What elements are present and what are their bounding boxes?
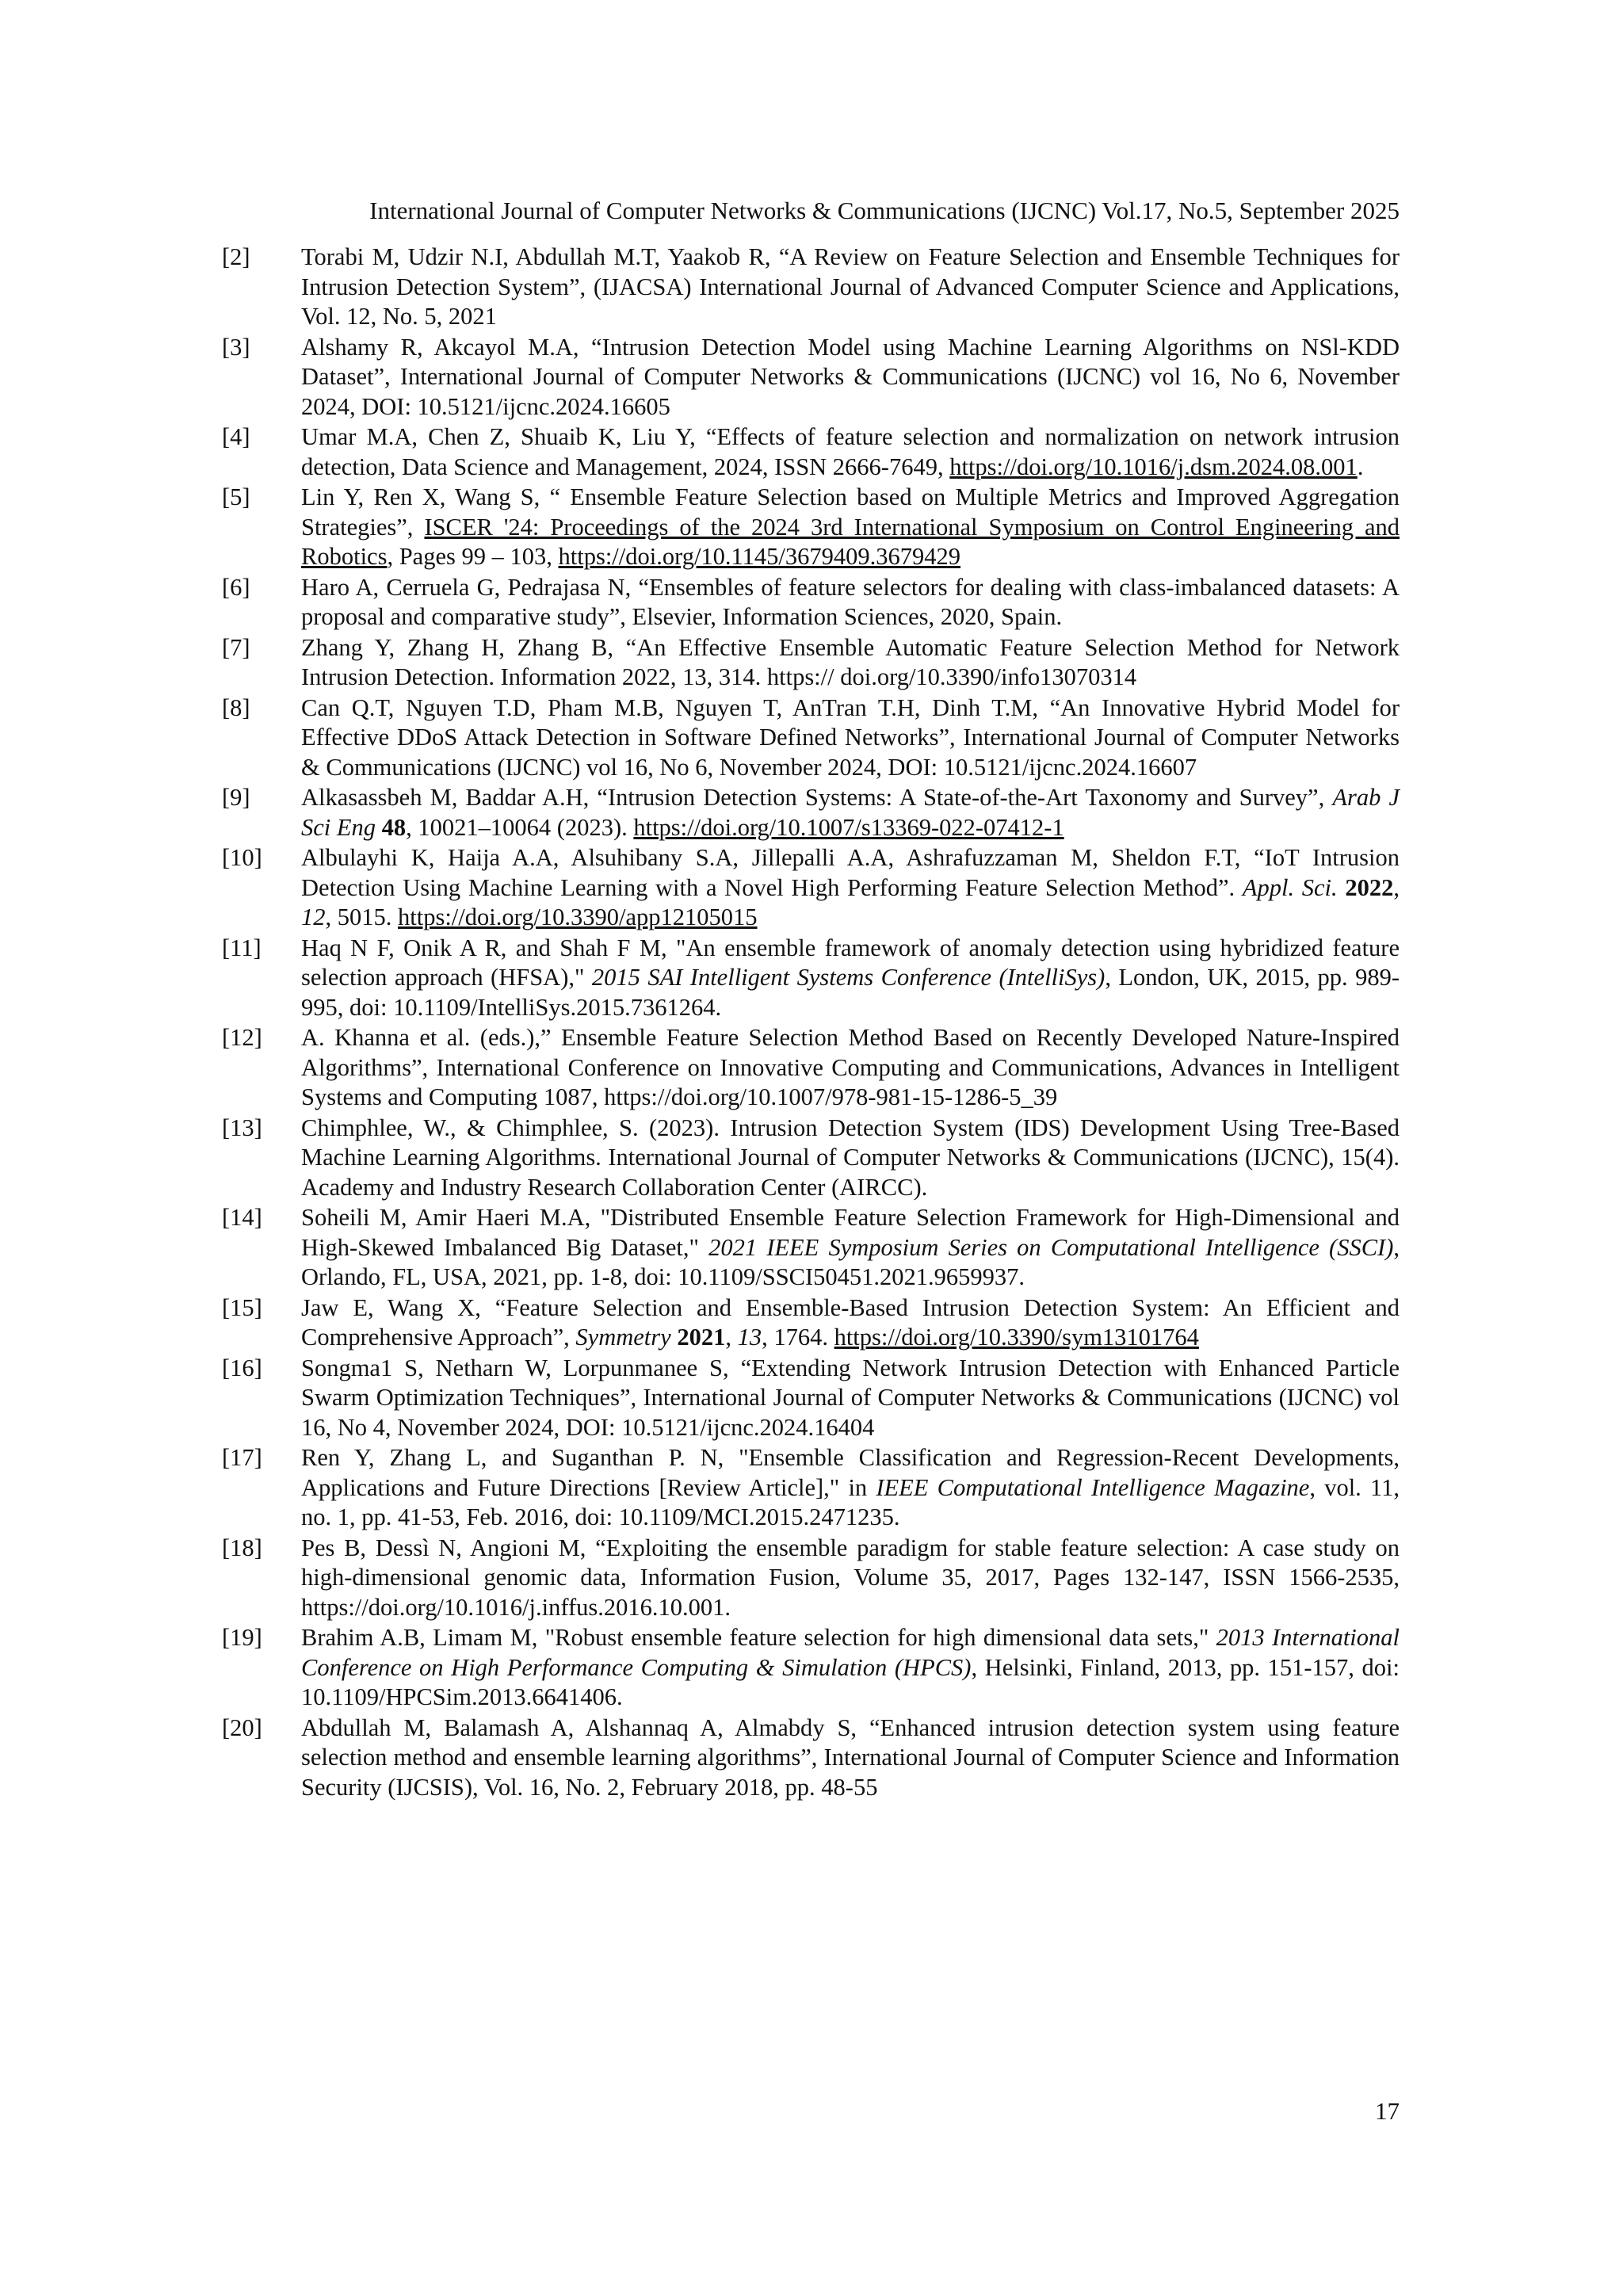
reference-text <box>301 333 1400 422</box>
reference-segment: Albulayhi K, Haija A.A, Alsuhibany S.A, Jillepalli A.A, Ashrafuzzaman M, Sheldon F.T, “IoT Intrusion Detection Using Machine Learning with a Novel High Performing Feature Selection Method”. <box>301 844 1400 901</box>
reference-number: [17] <box>222 1444 262 1471</box>
reference-number: [11] <box>222 934 262 961</box>
reference-text <box>301 633 1400 693</box>
reference-item <box>222 1443 1400 1533</box>
reference-segment: , <box>725 1324 738 1350</box>
reference-number: [3] <box>222 333 250 361</box>
reference-venue: 13 <box>737 1324 762 1350</box>
reference-venue: IEEE Computational Intelligence Magazine <box>876 1473 1310 1501</box>
reference-segment: . <box>1357 453 1364 480</box>
reference-text <box>301 573 1400 632</box>
journal-header: International Journal of Computer Networks & Communications (IJCNC) Vol.17, No.5, September 2025 <box>369 197 1400 224</box>
reference-number: [12] <box>222 1024 262 1051</box>
reference-text <box>301 243 1400 332</box>
reference-number: [10] <box>222 844 262 871</box>
reference-link[interactable]: https://doi.org/10.3390/sym13101764 <box>834 1324 1199 1350</box>
reference-item <box>222 1534 1400 1623</box>
reference-segment: 2022 <box>1345 873 1394 901</box>
reference-link[interactable]: https://doi.org/10.1145/3679409.3679429 <box>558 543 961 570</box>
reference-text <box>301 783 1400 842</box>
reference-text <box>301 1293 1400 1353</box>
reference-segment: , <box>1393 873 1400 901</box>
reference-text <box>301 1534 1400 1623</box>
reference-venue: Arab J Sci Eng <box>301 784 1400 841</box>
reference-number: [4] <box>222 423 250 450</box>
reference-number: [15] <box>222 1293 262 1321</box>
reference-text <box>301 693 1400 783</box>
reference-segment: Haro A, Cerruela G, Pedrajasa N, “Ensembles of feature selectors for dealing with class-imbalanced datasets: A proposal and comparative study”, Elsevier, Information Sciences, 2020, Spain. <box>301 573 1400 630</box>
reference-segment: Soheili M, Amir Haeri M.A, "Distributed Ensemble Feature Selection Framework for High-Dimensional and High-Skewed Imbalanced Big Dataset," <box>301 1204 1400 1261</box>
reference-item <box>222 1623 1400 1713</box>
reference-segment: , vol. 11, no. 1, pp. 41-53, Feb. 2016, doi: 10.1109/MCI.2015.2471235. <box>301 1473 1400 1530</box>
reference-number: [6] <box>222 573 250 601</box>
reference-number: [7] <box>222 633 250 661</box>
reference-segment: ISCER '24: Proceedings of the 2024 3rd International Symposium on Control Engineering and Robotics <box>301 513 1400 570</box>
reference-text <box>301 1623 1400 1713</box>
reference-item <box>222 1713 1400 1803</box>
reference-text <box>301 1023 1400 1113</box>
reference-segment: Abdullah M, Balamash A, Alshannaq A, Almabdy S, “Enhanced intrusion detection system using feature selection method and ensemble learning algorithms”, International Journal of Computer Science and Information Security (IJCSIS), Vol. 16, No. 2, February 2018, pp. 48-55 <box>301 1713 1400 1801</box>
reference-item <box>222 1293 1400 1353</box>
reference-link[interactable]: https://doi.org/10.3390/app12105015 <box>398 904 758 930</box>
reference-item <box>222 422 1400 482</box>
reference-segment: , 1764. <box>762 1324 834 1350</box>
reference-item <box>222 693 1400 783</box>
reference-text <box>301 934 1400 1023</box>
reference-item <box>222 783 1400 842</box>
reference-venue: 2015 SAI Intelligent Systems Conference (IntelliSys) <box>591 964 1106 991</box>
reference-item <box>222 483 1400 572</box>
reference-segment: Brahim A.B, Limam M, "Robust ensemble feature selection for high dimensional data sets," <box>301 1624 1216 1651</box>
reference-link[interactable]: https://doi.org/10.1016/j.dsm.2024.08.001 <box>949 453 1358 480</box>
reference-segment: Alshamy R, Akcayol M.A, “Intrusion Detection Model using Machine Learning Algorithms on NSl-KDD Dataset”, International Journal of Computer Networks & Communications (IJCNC) vol 16, No 6, November 2024, DOI: 10.5121/ijcnc.2024.16605 <box>301 333 1400 420</box>
reference-text <box>301 1713 1400 1803</box>
reference-item <box>222 1023 1400 1113</box>
reference-text <box>301 483 1400 572</box>
reference-segment: Pes B, Dessì N, Angioni M, “Exploiting the ensemble paradigm for stable feature selection: A case study on high-dimensional genomic data, Information Fusion, Volume 35, 2017, Pages 132-147, ISSN 1566-2535, https://doi.org/10.1016/j.inffus.2016.10.001. <box>301 1534 1400 1621</box>
reference-text <box>301 1443 1400 1533</box>
reference-item <box>222 1203 1400 1293</box>
reference-segment: Songma1 S, Netharn W, Lorpunmanee S, “Extending Network Intrusion Detection with Enhanced Particle Swarm Optimization Techniques”, International Journal of Computer Networks & Communications (IJCNC) vol 16, No 4, November 2024, DOI: 10.5121/ijcnc.2024.16404 <box>301 1354 1400 1441</box>
reference-link[interactable]: https://doi.org/10.1007/s13369-022-07412-1 <box>633 813 1064 841</box>
reference-segment <box>1338 874 1346 901</box>
reference-segment: 2021 <box>677 1324 726 1350</box>
reference-text <box>301 1354 1400 1443</box>
reference-segment: , Pages 99 – 103, <box>387 543 559 570</box>
reference-list <box>222 243 1400 1803</box>
reference-item <box>222 243 1400 332</box>
reference-segment: , 5015. <box>325 904 398 930</box>
reference-segment: Torabi M, Udzir N.I, Abdullah M.T, Yaakob R, “A Review on Feature Selection and Ensemble Techniques for Intrusion Detection System”, (IJACSA) International Journal of Advanced Computer Science and Applications, Vol. 12, No. 5, 2021 <box>301 243 1400 330</box>
reference-segment: Can Q.T, Nguyen T.D, Pham M.B, Nguyen T, AnTran T.H, Dinh T.M, “An Innovative Hybrid Model for Effective DDoS Attack Detection in Software Defined Networks”, International Journal of Computer Networks & Communications (IJCNC) vol 16, No 6, November 2024, DOI: 10.5121/ijcnc.2024.16607 <box>301 693 1400 781</box>
reference-number: [13] <box>222 1114 262 1141</box>
reference-item <box>222 1354 1400 1443</box>
reference-segment: Zhang Y, Zhang H, Zhang B, “An Effective Ensemble Automatic Feature Selection Method for Network Intrusion Detection. Information 2022, 13, 314. https:// doi.org/10.3390/info13070314 <box>301 633 1400 690</box>
reference-item <box>222 843 1400 933</box>
reference-item <box>222 633 1400 693</box>
reference-venue: 2013 International Conference on High Performance Computing & Simulation (HPCS) <box>301 1624 1400 1681</box>
reference-segment: Lin Y, Ren X, Wang S, “ Ensemble Feature Selection based on Multiple Metrics and Improved Aggregation Strategies”, <box>301 483 1400 541</box>
reference-number: [14] <box>222 1204 262 1231</box>
reference-item <box>222 333 1400 422</box>
reference-number: [20] <box>222 1713 262 1741</box>
reference-venue: 12 <box>301 904 326 930</box>
reference-venue: 2021 IEEE Symposium Series on Computational Intelligence (SSCI) <box>708 1233 1394 1261</box>
reference-segment: , 10021–10064 (2023). <box>406 813 634 841</box>
reference-text <box>301 1114 1400 1203</box>
reference-segment: Chimphlee, W., & Chimphlee, S. (2023). Intrusion Detection System (IDS) Development Using Tree-Based Machine Learning Algorithms. International Journal of Computer Networks & Communications (IJCNC), 15(4). Academy and Industry Research Collaboration Center (AIRCC). <box>301 1114 1400 1201</box>
reference-segment: , London, UK, 2015, pp. 989-995, doi: 10.1109/IntelliSys.2015.7361264. <box>301 964 1400 1021</box>
reference-number: [2] <box>222 243 250 270</box>
reference-segment: , Helsinki, Finland, 2013, pp. 151-157, doi: 10.1109/HPCSim.2013.6641406. <box>301 1653 1400 1710</box>
reference-segment: Haq N F, Onik A R, and Shah F M, "An ensemble framework of anomaly detection using hybridized feature selection approach (HFSA)," <box>301 934 1400 991</box>
reference-segment: 48 <box>381 813 407 841</box>
reference-segment: , Orlando, FL, USA, 2021, pp. 1-8, doi: 10.1109/SSCI50451.2021.9659937. <box>301 1233 1400 1290</box>
reference-text <box>301 422 1400 482</box>
reference-segment: Jaw E, Wang X, “Feature Selection and Ensemble-Based Intrusion Detection System: An Efficient and Comprehensive Approach”, <box>301 1293 1400 1350</box>
reference-text <box>301 843 1400 933</box>
reference-number: [8] <box>222 693 250 721</box>
reference-number: [19] <box>222 1624 262 1651</box>
reference-segment <box>376 814 382 841</box>
page-number: 17 <box>1375 2097 1400 2125</box>
reference-segment: Ren Y, Zhang L, and Suganthan P. N, "Ensemble Classification and Regression-Recent Developments, Applications and Future Directions [Review Article]," in <box>301 1444 1400 1501</box>
reference-number: [5] <box>222 483 250 510</box>
reference-number: [18] <box>222 1534 262 1561</box>
reference-number: [9] <box>222 784 250 811</box>
reference-segment: Umar M.A, Chen Z, Shuaib K, Liu Y, “Effects of feature selection and normalization on network intrusion detection, Data Science and Management, 2024, ISSN 2666-7649, <box>301 423 1400 480</box>
reference-segment: A. Khanna et al. (eds.),” Ensemble Feature Selection Method Based on Recently Developed Nature-Inspired Algorithms”, International Conference on Innovative Computing and Communications, Advances in Intelligent Systems and Computing 1087, https://doi.org/10.1007/978-981-15-1286-5_39 <box>301 1024 1400 1110</box>
reference-venue: Symmetry <box>575 1324 671 1350</box>
reference-text <box>301 1203 1400 1293</box>
reference-number: [16] <box>222 1354 262 1381</box>
reference-venue: Appl. Sci. <box>1242 873 1338 901</box>
reference-item <box>222 1114 1400 1203</box>
reference-segment: Alkasassbeh M, Baddar A.H, “Intrusion Detection Systems: A State-of-the-Art Taxonomy and Survey”, <box>301 784 1333 811</box>
reference-item <box>222 934 1400 1023</box>
reference-item <box>222 573 1400 632</box>
